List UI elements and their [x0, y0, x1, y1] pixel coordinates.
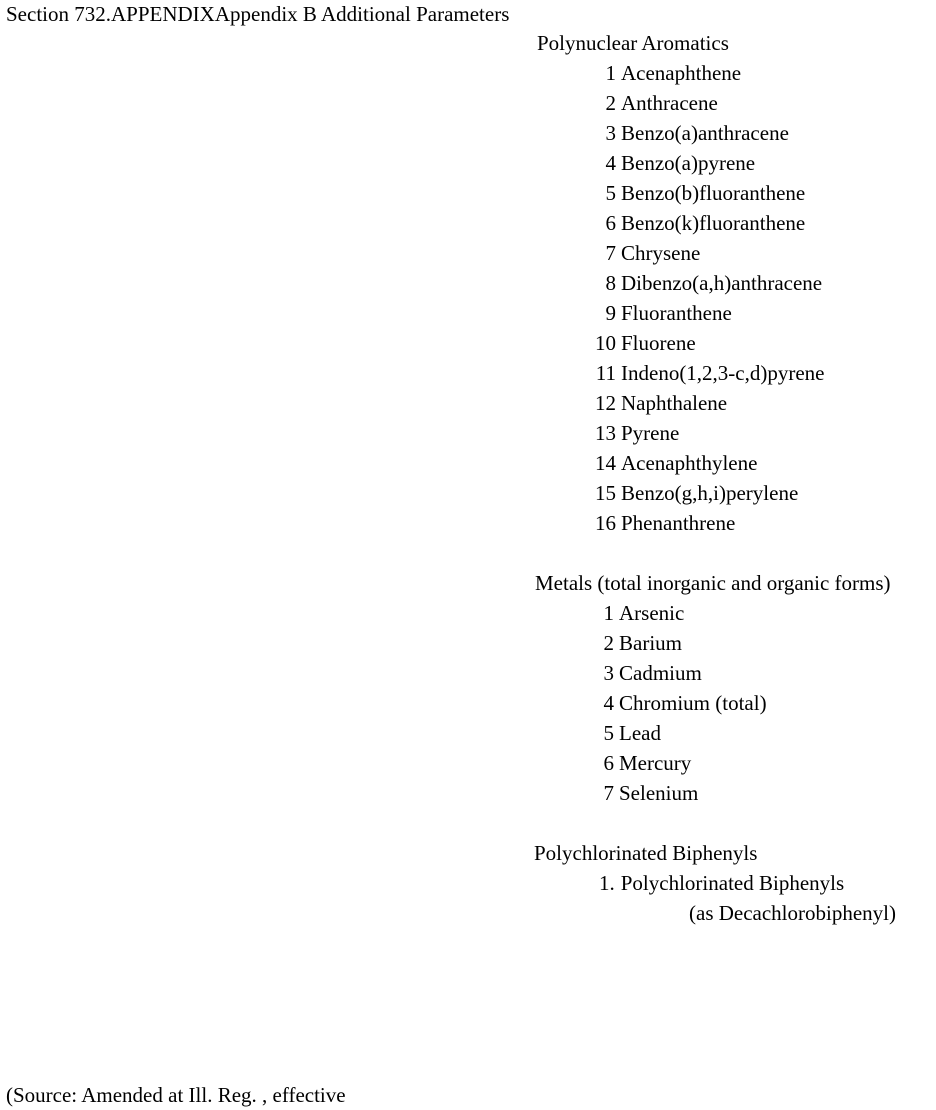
item-number: 9: [605, 301, 616, 325]
list-item: [586, 301, 732, 325]
item-number: 7: [603, 781, 614, 805]
item-number: 11: [595, 361, 616, 385]
item-number: 6: [605, 211, 616, 235]
item-name: Benzo(a)anthracene: [621, 121, 789, 145]
item-name: Indeno(1,2,3-c,d)pyrene: [621, 361, 825, 385]
item-name: Acenaphthene: [621, 61, 742, 85]
list-item: [586, 61, 741, 85]
item-name: Mercury: [619, 751, 692, 775]
group-heading-pcbs: Polychlorinated Biphenyls: [534, 841, 758, 865]
item-name: Chrysene: [621, 241, 701, 265]
section-title: Section 732.APPENDIXAppendix B Additional Parameters: [6, 2, 510, 26]
item-number: 10: [595, 331, 616, 355]
list-item: [599, 871, 844, 895]
item-name: Polychlorinated Biphenyls: [620, 871, 845, 895]
item-number: 4: [603, 691, 614, 715]
item-number: 12: [595, 391, 616, 415]
list-item: [586, 481, 798, 505]
list-item: [586, 391, 727, 415]
item-name: Pyrene: [621, 421, 680, 445]
list-item: [586, 151, 755, 175]
list-item: [586, 271, 822, 295]
item-number: 7: [605, 241, 616, 265]
item-name: Benzo(g,h,i)perylene: [621, 481, 799, 505]
item-name: Fluorene: [621, 331, 696, 355]
list-item: [584, 601, 684, 625]
item-name: Anthracene: [621, 91, 718, 115]
list-item: [586, 121, 789, 145]
item-number: 1: [605, 61, 616, 85]
list-item: [584, 781, 698, 805]
item-continuation: (as Decachlorobiphenyl): [689, 901, 896, 925]
item-number: 8: [605, 271, 616, 295]
list-item: [584, 751, 691, 775]
item-number: 6: [603, 751, 614, 775]
item-number: 2: [605, 91, 616, 115]
list-item: [584, 631, 682, 655]
list-item: [586, 211, 805, 235]
list-item: [586, 181, 805, 205]
item-name: Dibenzo(a,h)anthracene: [621, 271, 823, 295]
list-item: [584, 721, 661, 745]
item-name: Chromium (total): [619, 691, 767, 715]
item-name: Barium: [619, 631, 682, 655]
list-item: [586, 331, 696, 355]
item-number: 3: [605, 121, 616, 145]
item-number: 1: [603, 601, 614, 625]
list-item: [586, 241, 700, 265]
item-name: Naphthalene: [621, 391, 728, 415]
item-name: Benzo(k)fluoranthene: [621, 211, 806, 235]
item-number: 2: [603, 631, 614, 655]
item-number: 5: [603, 721, 614, 745]
item-number: 5: [605, 181, 616, 205]
group-heading-metals: Metals (total inorganic and organic forms): [535, 571, 891, 595]
list-item: [586, 421, 679, 445]
item-number: 15: [595, 481, 616, 505]
item-number: 14: [595, 451, 616, 475]
item-number: 16: [595, 511, 616, 535]
item-name: Acenaphthylene: [621, 451, 758, 475]
item-name: Arsenic: [619, 601, 685, 625]
item-name: Selenium: [619, 781, 699, 805]
item-number: 1.: [599, 871, 615, 895]
list-item: [586, 451, 757, 475]
item-number: 3: [603, 661, 614, 685]
list-item: [586, 511, 735, 535]
item-name: Fluoranthene: [621, 301, 732, 325]
item-name: Benzo(a)pyrene: [621, 151, 756, 175]
item-name: Benzo(b)fluoranthene: [621, 181, 806, 205]
group-heading-polynuclear-aromatics: Polynuclear Aromatics: [537, 31, 729, 55]
item-name: Cadmium: [619, 661, 702, 685]
item-name: Phenanthrene: [621, 511, 736, 535]
item-name: Lead: [619, 721, 661, 745]
list-item: [586, 91, 718, 115]
list-item: [584, 691, 767, 715]
list-item: [584, 661, 702, 685]
list-item: [586, 361, 825, 385]
item-number: 4: [605, 151, 616, 175]
source-note: (Source: Amended at Ill. Reg. , effective: [6, 1083, 346, 1107]
item-number: 13: [595, 421, 616, 445]
